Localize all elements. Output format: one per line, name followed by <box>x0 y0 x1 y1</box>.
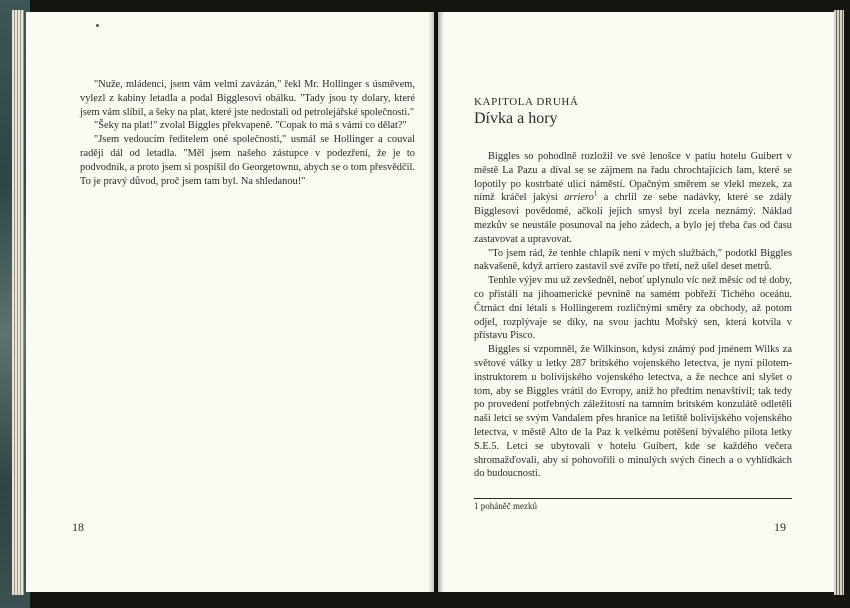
paragraph <box>474 150 792 247</box>
print-speck <box>96 24 99 27</box>
footnote: 1 poháněč mezků <box>474 501 537 511</box>
paragraph: "To jsem rád, že tenhle chlapík není v mých službách," podotkl Biggles nakvašeně, když arriero zastavil své zvíře po třetí, než ušel deset metrů. <box>474 247 792 273</box>
page-number: 18 <box>72 520 84 534</box>
page-stack-right <box>834 10 844 595</box>
page-number: 19 <box>774 520 786 534</box>
page-stack-left <box>12 10 24 595</box>
paragraph: "Jsem vedoucím ředitelem oné společnosti," usmál se Hollinger a couval raději dál od letadla. "Měl jsem našeho zástupce v podezření, že je to podvodník, a proto jsem si pospíšil do Georgetownu, abych se o tom přesvědčil. To je pravý důvod, proč jsem tam byl. Na shledanou!" <box>80 134 415 187</box>
paragraph-text: a chrlil ze sebe nadávky, které se zdály Bigglesovi povědomé, ačkoli jejich smysl byl zcela neznámý. Náklad mezkův se neustále posunoval na jeho zádech, a bylo jej třeba čas od času zastavovat a upravovat. <box>474 192 792 245</box>
left-page-text <box>80 78 415 188</box>
footnote-marker: 1 <box>593 189 598 198</box>
chapter-title: Dívka a hory <box>474 110 558 127</box>
paragraph: Biggles si vzpomněl, že Wilkinson, kdysi známý pod jménem Wilks za světové války u letky 287 britského vojenského letectva, je nyní pilotem-instruktorem u bolivijského vojenského letectva, a že nechce ani slyšet o tom, aby se Biggles vrátil do Evropy, aniž ho předtím nenavštívil; tak tedy po provedení potřebných záležitostí na tamním britském konzulátě odletěli naši letci se svým Vandalem přes hranice na letiště bolivijského vojenského letectva, v městě Alto de la Paz k velkému potěšení bývalého pilota letky S.E.5. Letci se ubytovali v hotelu Guibert, kde se každého večera shromažďovali, aby si pohovořili o minulých svých činech a o vyhlídkách do budoucnosti. <box>474 344 792 480</box>
book-gutter <box>428 12 444 592</box>
footnote-divider <box>474 498 792 499</box>
chapter-label: KAPITOLA DRUHÁ <box>474 96 579 108</box>
paragraph: "Nuže, mládenci, jsem vám velmi zavázán," řekl Mr. Hollinger s úsměvem, vylezl z kabiny letadla a podal Bigglesovi obálku. "Tady jsou ty dolary, které jsem vám slíbil, a šeky na plat, které jste nedostali od petrolejářské společnosti." <box>80 79 415 118</box>
right-page-text <box>474 150 792 481</box>
left-page <box>26 12 434 592</box>
italic-word: arriero <box>564 192 594 204</box>
right-page <box>438 12 834 592</box>
paragraph-text: Biggles so pohodlně rozložil ve své lenošce v patiu hotelu Guibert v městě La Pazu a díval se se zájmem na řadu chrochtajících lam, které se lopotily po kostrbaté ulici náměstí. Opačným směrem se vlekl mezek, za nímž kráčel jakýsi <box>474 151 792 204</box>
paragraph: Tenhle výjev mu už zevšedněl, neboť uplynulo víc než měsíc od té doby, co přistáli na jihoamerické pevnině na samém pobřeží Tichého oceánu. Čtrnáct dní létali s Hollingerem rozličnými směry za obchody, až potom odjel, rozplývaje se díky, na svou jachtu Mořský sen, která kotvila v přístavu Pisco. <box>474 275 792 342</box>
paragraph: "Šeky na plat!" zvolal Biggles překvapeně. "Copak to má s vámi co dělat?" <box>94 120 407 132</box>
